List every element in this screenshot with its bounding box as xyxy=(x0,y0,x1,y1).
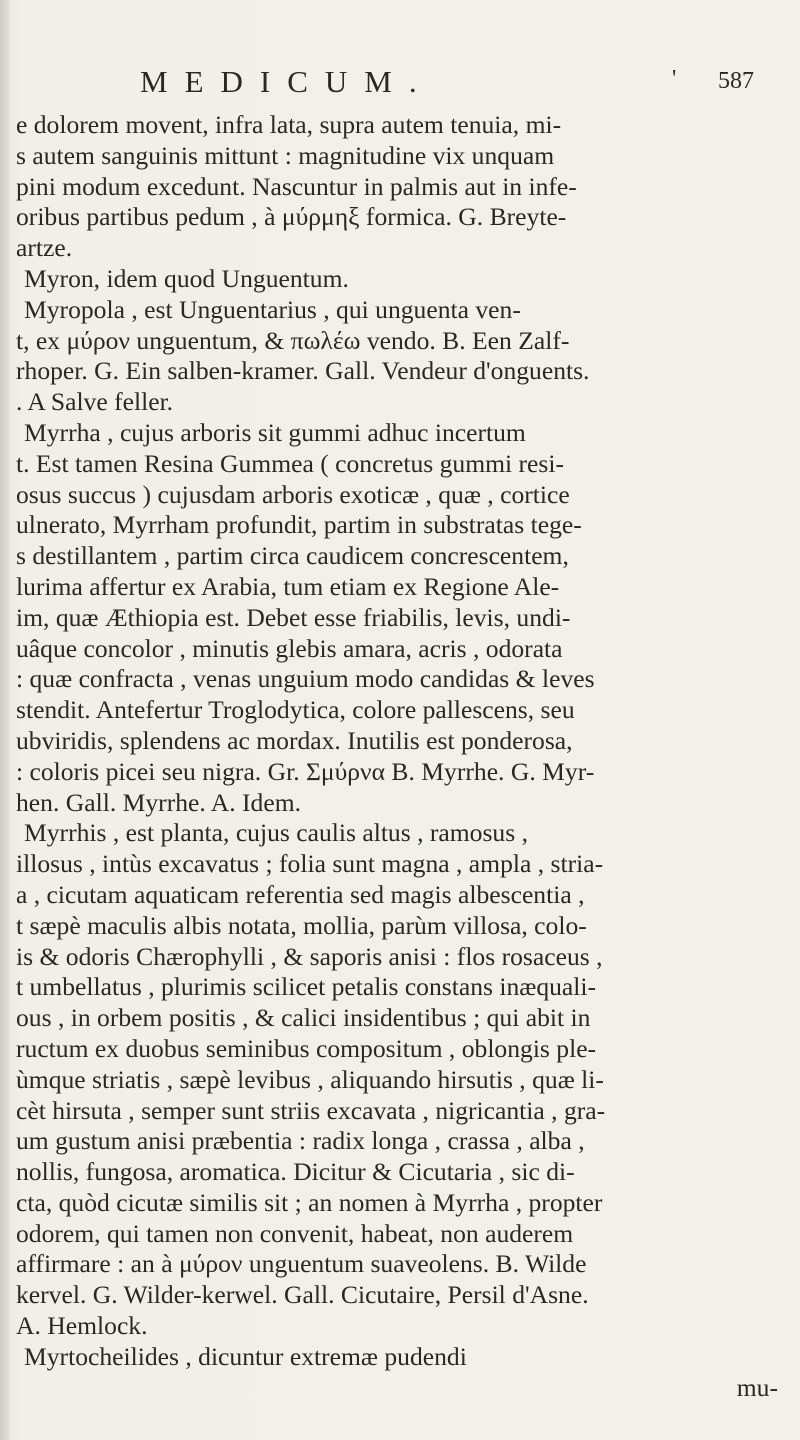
running-head: MEDICUM. xyxy=(140,64,434,99)
text-line: e dolorem movent, infra lata, supra autem tenuia, mi- xyxy=(16,110,562,139)
text-line: osus succus ) cujusdam arboris exoticæ , quæ , cortice xyxy=(16,479,570,509)
text-line: artze. xyxy=(16,233,73,263)
text-line: t sæpè maculis albis notata, mollia, parùm villosa, colo- xyxy=(16,910,587,940)
entry-myrtocheilides: Myrtocheilides , dicuntur extremæ pudendi xyxy=(24,1341,467,1371)
page-number: 587 xyxy=(718,68,754,94)
page-gutter xyxy=(0,0,10,1440)
entry-myrrhis: Myrrhis , est planta, cujus caulis altus , ramosus , xyxy=(24,818,528,848)
text-line: : quæ confracta , venas unguium modo candidas & leves xyxy=(16,664,595,694)
text-line: t. Est tamen Resina Gummea ( concretus gummi resi- xyxy=(16,448,564,478)
text-line: . A Salve feller. xyxy=(16,387,174,417)
text-line: kervel. G. Wilder-kerwel. Gall. Cicutaire, Persil d'Asne. xyxy=(16,1280,589,1310)
text-line: hen. Gall. Myrrhe. A. Idem. xyxy=(16,787,302,817)
text-line: cèt hirsuta , semper sunt striis excavata , nigricantia , gra- xyxy=(16,1095,606,1125)
text-line: pini modum excedunt. Nascuntur in palmis aut in infe- xyxy=(16,171,577,201)
text-line: stendit. Antefertur Troglodytica, colore pallescens, seu xyxy=(16,695,575,725)
text-line: illosus , intùs excavatus ; folia sunt magna , ampla , stria- xyxy=(16,849,604,879)
entry-myropola: Myropola , est Unguentarius , qui unguenta ven- xyxy=(24,294,521,324)
text-line: t, ex μύρον unguentum, & πωλέω vendo. B. Een Zalf- xyxy=(16,325,570,355)
text-line: is & odoris Chærophylli , & saporis anisi : flos rosaceus , xyxy=(16,941,603,971)
text-line: uâque concolor , minutis glebis amara, acris , odorata xyxy=(16,633,563,663)
text-line: rhoper. G. Ein salben-kramer. Gall. Vendeur d'onguents. xyxy=(16,356,590,386)
text-line: : coloris picei seu nigra. Gr. Σμύρνα B. Myrrhe. G. Myr- xyxy=(16,756,595,786)
text-line: um gustum anisi præbentia : radix longa , crassa , alba , xyxy=(16,1126,585,1156)
page-header xyxy=(140,64,754,104)
text-line: nollis, fungosa, aromatica. Dicitur & Cicutaria , sic di- xyxy=(16,1157,575,1187)
text-line: lurima affertur ex Arabia, tum etiam ex Regione Ale- xyxy=(16,571,560,601)
text-line: cta, quòd cicutæ similis sit ; an nomen à Myrrha , propter xyxy=(16,1187,603,1217)
entry-myron: Myron, idem quod Unguentum. xyxy=(24,263,349,293)
text-line: odorem, qui tamen non convenit, habeat, non auderem xyxy=(16,1218,574,1248)
text-line: ùmque striatis , sæpè levibus , aliquando hirsutis , quæ li- xyxy=(16,1064,604,1094)
text-line: A. Hemlock. xyxy=(16,1311,148,1341)
text-line: im, quæ Æthiopia est. Debet esse friabilis, levis, undi- xyxy=(16,602,571,632)
text-line: oribus partibus pedum , à μύρμηξ formica. G. Breyte- xyxy=(16,202,567,232)
text-line: affirmare : an à μύρον unguentum suaveolens. B. Wilde xyxy=(16,1249,587,1279)
text-line: s autem sanguinis mittunt : magnitudine vix unquam xyxy=(16,140,555,170)
text-line: a , cicutam aquaticam referentia sed magis albescentia , xyxy=(16,879,585,909)
entry-myrrha: Myrrha , cujus arboris sit gummi adhuc incertum xyxy=(24,417,526,447)
text-line: ubviridis, splendens ac mordax. Inutilis est ponderosa, xyxy=(16,725,573,755)
text-line: ous , in orbem positis , & calici insidentibus ; qui abit in xyxy=(16,1003,591,1033)
catchword: mu- xyxy=(736,1372,778,1402)
page-body xyxy=(16,110,786,1403)
text-line: ructum ex duobus seminibus compositum , oblongis ple- xyxy=(16,1033,597,1063)
text-line: t umbellatus , plurimis scilicet petalis constans inæquali- xyxy=(16,972,597,1002)
text-line: s destillantem , partim circa caudicem concrescentem, xyxy=(16,541,569,571)
text-line: ulnerato, Myrrham profundit, partim in substratas tege- xyxy=(16,510,582,540)
header-apostrophe: ' xyxy=(672,66,677,92)
